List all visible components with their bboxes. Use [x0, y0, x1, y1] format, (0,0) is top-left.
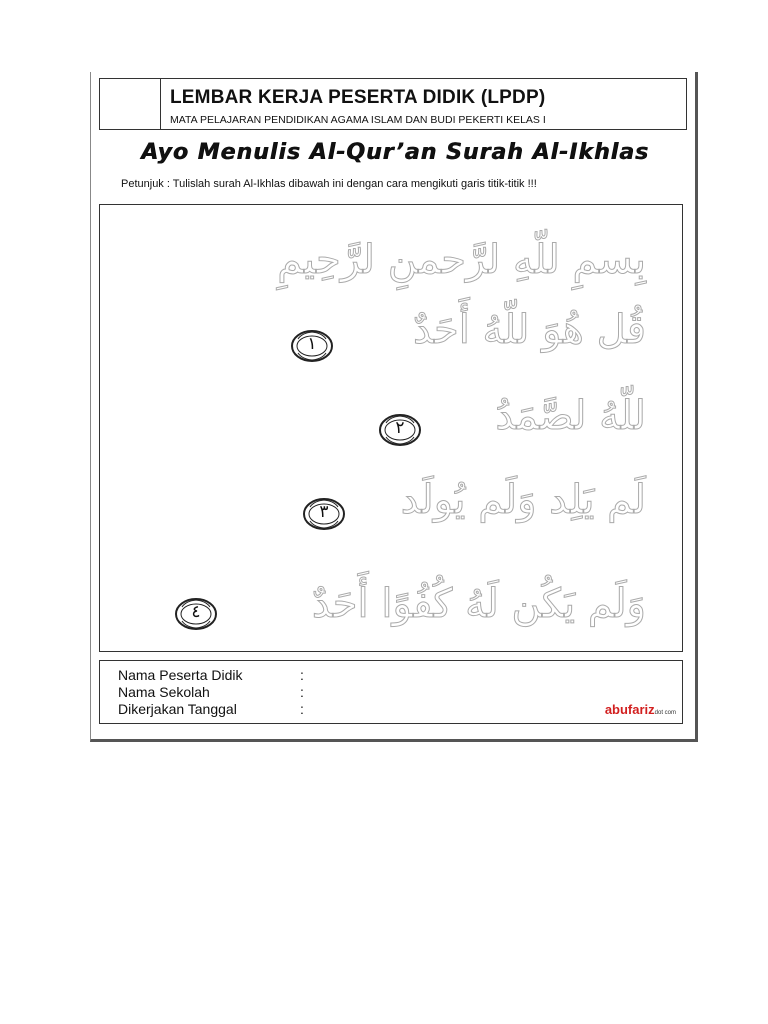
school-name-label: Nama Sekolah	[118, 684, 210, 700]
header-box	[99, 78, 687, 130]
verse-2-number-badge	[378, 413, 422, 447]
verse-4-number-badge	[174, 597, 218, 631]
student-info-box	[99, 660, 683, 724]
student-name-row	[118, 667, 304, 683]
student-name-label: Nama Peserta Didik	[118, 667, 243, 683]
verse-3-trace: لَم يَلِد وَلَم يُولَد	[400, 477, 646, 523]
verse-1-number-badge	[290, 329, 334, 363]
verse-4-number: ٤	[191, 602, 201, 621]
verse-1-number: ١	[307, 334, 317, 353]
student-name-colon: :	[300, 667, 304, 683]
header-subtitle: MATA PELAJARAN PENDIDIKAN AGAMA ISLAM DAN BUDI PEKERTI KELAS I	[170, 114, 546, 126]
date-colon: :	[300, 701, 304, 717]
verse-3-number-badge	[302, 497, 346, 531]
verse-4-trace: وَلَم يَكُن لَهُ كُفُوًا أَحَدٌ	[311, 581, 646, 627]
school-name-row	[118, 684, 304, 700]
verse-3-number: ٣	[319, 502, 329, 521]
tracing-area	[99, 204, 683, 652]
brand-logo	[605, 702, 676, 717]
date-row	[118, 701, 304, 717]
basmalah-trace: بِسمِ للّهِ لرَّحمنِ لرَّحِيمِ	[277, 237, 646, 283]
verse-2-trace: للّهُ لصَّمَدُ	[495, 393, 646, 439]
instruction-text: Petunjuk : Tulislah surah Al-Ikhlas dibawah ini dengan cara mengikuti garis titik-titik !!!	[121, 178, 537, 190]
date-label: Dikerjakan Tanggal	[118, 701, 237, 717]
verse-1-trace: قُل هُوَ للّهُ أَحَدٌ	[412, 307, 646, 353]
verse-2-number: ٢	[395, 418, 405, 437]
header-title: LEMBAR KERJA PESERTA DIDIK (LPDP)	[170, 87, 546, 108]
brand-suffix: dot com	[654, 710, 676, 716]
logo-placeholder	[100, 79, 161, 129]
brand-name: abufariz	[604, 702, 655, 717]
school-name-colon: :	[300, 684, 304, 700]
worksheet-title: Ayo Menulis Al-Qur’an Surah Al-Ikhlas	[140, 140, 650, 165]
worksheet-page	[90, 72, 698, 742]
